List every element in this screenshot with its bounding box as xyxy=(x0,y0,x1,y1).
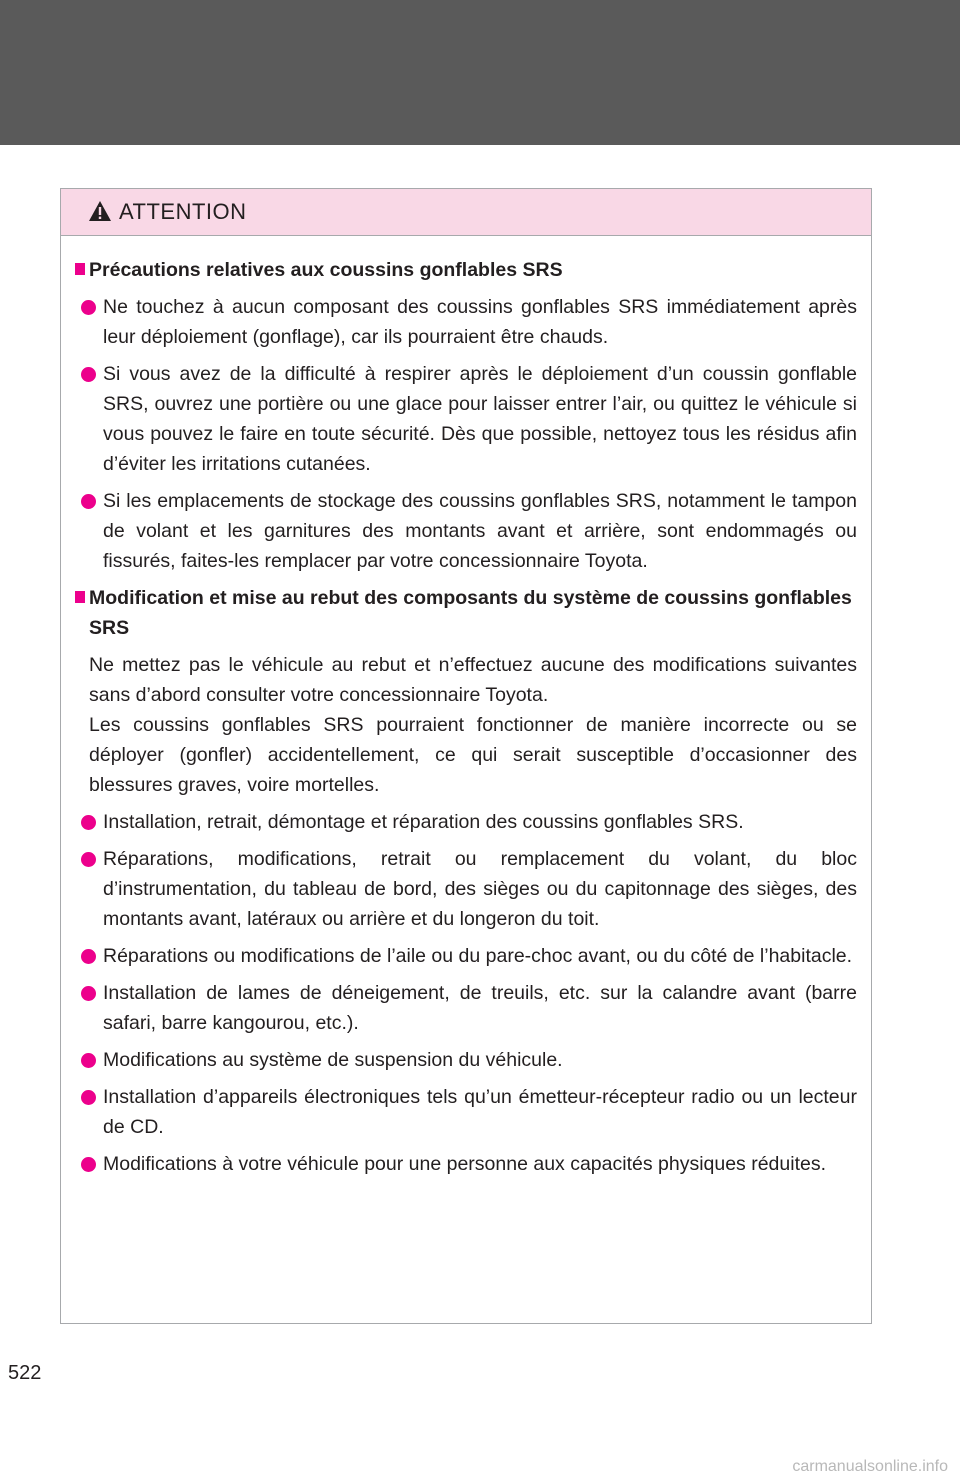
list-item: Installation de lames de déneigement, de treuils, etc. sur la calandre avant (barre safari, barre kangourou, etc.). xyxy=(75,978,857,1038)
list-item: Si les emplacements de stockage des coussins gonflables SRS, notamment le tampon de volant et les garnitures des montants avant et arrière, sont endommagés ou fissurés, faites-les remplacer par votre concessionnaire Toyota. xyxy=(75,486,857,576)
bullet-dot xyxy=(81,367,96,382)
list-item: Réparations, modifications, retrait ou remplacement du volant, du bloc d’instrumentation, du tableau de bord, des sièges ou du capitonnage des sièges, des montants avant, latéraux ou arrière et du longeron du toit. xyxy=(75,844,857,934)
attention-header xyxy=(61,189,871,236)
bullet-dot xyxy=(81,300,96,315)
list-item: Si vous avez de la difficulté à respirer après le déploiement d’un coussin gonflable SRS, ouvrez une portière ou une glace pour laisser entrer l’air, ou quittez le véhicule si vous pouvez le faire en toute sécurité. Dès que possible, nettoyez tous les résidus afin d’éviter les irritations cutanées. xyxy=(75,359,857,479)
paragraph: Les coussins gonflables SRS pourraient fonctionner de manière incorrecte ou se déployer (gonfler) accidentellement, ce qui serait susceptible d’occasionner des blessures graves, voire mortelles. xyxy=(89,714,857,796)
bullet-dot xyxy=(81,852,96,867)
list-item: Installation, retrait, démontage et réparation des coussins gonflables SRS. xyxy=(75,807,857,837)
top-gray-band xyxy=(0,0,960,145)
attention-title: ATTENTION xyxy=(119,199,247,224)
section-heading: Modification et mise au rebut des composants du système de coussins gonflables SRS xyxy=(75,583,857,643)
list-item: Modifications à votre véhicule pour une personne aux capacités physiques réduites. xyxy=(75,1149,857,1179)
bullet-dot xyxy=(81,1157,96,1172)
bullet-dot xyxy=(81,1053,96,1068)
section-heading: Précautions relatives aux coussins gonflables SRS xyxy=(75,255,857,285)
bullet-dot xyxy=(81,815,96,830)
warning-triangle-icon xyxy=(88,200,112,222)
bullet-dot xyxy=(81,1090,96,1105)
bullet-dot xyxy=(81,986,96,1001)
bullet-dot xyxy=(81,949,96,964)
list-item: Réparations ou modifications de l’aile ou du pare-choc avant, ou du côté de l’habitacle. xyxy=(75,941,857,971)
watermark: carmanualsonline.info xyxy=(792,1458,948,1475)
paragraph: Ne mettez pas le véhicule au rebut et n’effectuez aucune des modifications suivantes sans d’abord consulter votre concessionnaire Toyota. xyxy=(89,654,857,706)
page-number: 522 xyxy=(8,1362,42,1384)
attention-content xyxy=(61,236,871,1179)
section-marker xyxy=(75,589,85,606)
attention-box xyxy=(60,188,872,1324)
list-item: Ne touchez à aucun composant des coussins gonflables SRS immédiatement après leur déploiement (gonflage), car ils pourraient être chauds. xyxy=(75,292,857,352)
list-item: Installation d’appareils électroniques tels qu’un émetteur-récepteur radio ou un lecteur de CD. xyxy=(75,1082,857,1142)
list-item: Modifications au système de suspension du véhicule. xyxy=(75,1045,857,1075)
bullet-dot xyxy=(81,494,96,509)
section-marker xyxy=(75,261,85,278)
